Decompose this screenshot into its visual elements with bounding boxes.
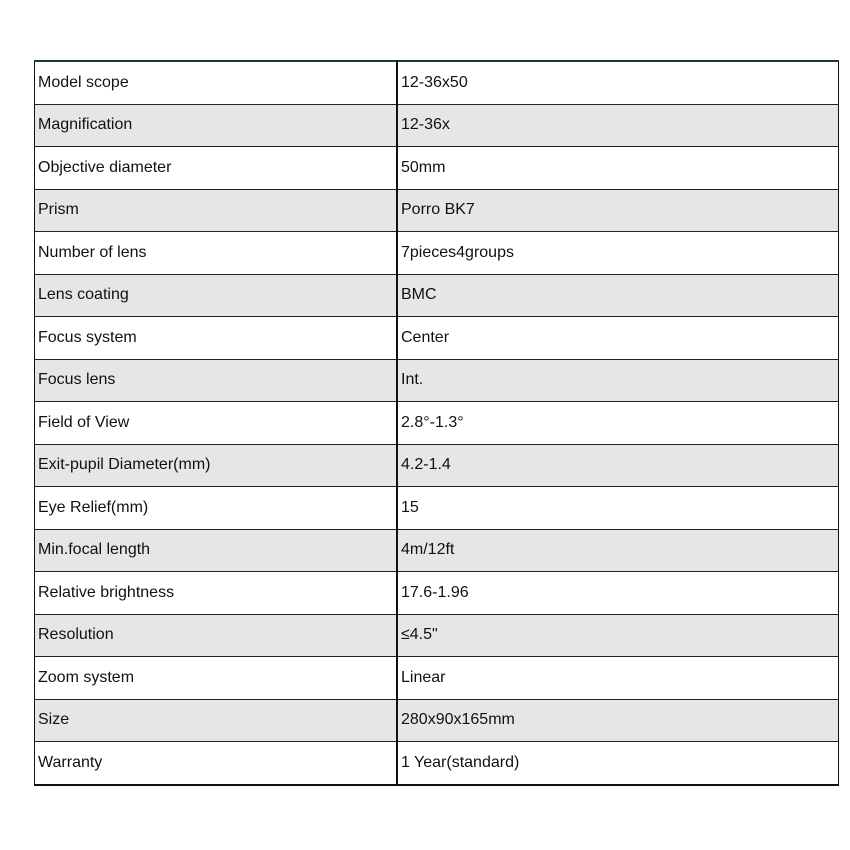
spec-value: Center — [397, 317, 839, 360]
spec-label: Magnification — [35, 104, 398, 147]
spec-row-magnification — [35, 104, 839, 147]
spec-label: Exit-pupil Diameter(mm) — [35, 444, 398, 487]
spec-row-field-of-view — [35, 402, 839, 445]
spec-value: 50mm — [397, 147, 839, 190]
spec-value: 15 — [397, 487, 839, 530]
spec-table — [34, 60, 839, 786]
spec-row-number-of-lens — [35, 232, 839, 275]
spec-label: Zoom system — [35, 657, 398, 700]
spec-value: 12-36x50 — [397, 61, 839, 104]
spec-label: Eye Relief(mm) — [35, 487, 398, 530]
spec-label: Warranty — [35, 742, 398, 785]
spec-label: Relative brightness — [35, 572, 398, 615]
spec-row-eye-relief — [35, 487, 839, 530]
spec-row-relative-brightness — [35, 572, 839, 615]
spec-row-model-scope — [35, 61, 839, 104]
spec-label: Min.focal length — [35, 529, 398, 572]
spec-row-objective-diameter — [35, 147, 839, 190]
spec-label: Field of View — [35, 402, 398, 445]
spec-row-prism — [35, 189, 839, 232]
spec-value: 1 Year(standard) — [397, 742, 839, 785]
spec-row-zoom-system — [35, 657, 839, 700]
spec-value: ≤4.5" — [397, 614, 839, 657]
spec-value: 280x90x165mm — [397, 699, 839, 742]
spec-label: Prism — [35, 189, 398, 232]
spec-row-resolution — [35, 614, 839, 657]
spec-value: Int. — [397, 359, 839, 402]
spec-row-min-focal-length — [35, 529, 839, 572]
spec-value: BMC — [397, 274, 839, 317]
spec-label: Focus system — [35, 317, 398, 360]
spec-label: Focus lens — [35, 359, 398, 402]
spec-label: Lens coating — [35, 274, 398, 317]
spec-label: Objective diameter — [35, 147, 398, 190]
spec-row-exit-pupil-diameter — [35, 444, 839, 487]
spec-value: 7pieces4groups — [397, 232, 839, 275]
spec-row-lens-coating — [35, 274, 839, 317]
spec-label: Model scope — [35, 61, 398, 104]
spec-label: Number of lens — [35, 232, 398, 275]
spec-value: 12-36x — [397, 104, 839, 147]
spec-value: Porro BK7 — [397, 189, 839, 232]
spec-value: Linear — [397, 657, 839, 700]
spec-label: Size — [35, 699, 398, 742]
spec-row-warranty — [35, 742, 839, 785]
spec-value: 2.8°-1.3° — [397, 402, 839, 445]
spec-value: 4.2-1.4 — [397, 444, 839, 487]
spec-row-focus-system — [35, 317, 839, 360]
spec-row-size — [35, 699, 839, 742]
spec-label: Resolution — [35, 614, 398, 657]
spec-value: 4m/12ft — [397, 529, 839, 572]
spec-row-focus-lens — [35, 359, 839, 402]
spec-value: 17.6-1.96 — [397, 572, 839, 615]
